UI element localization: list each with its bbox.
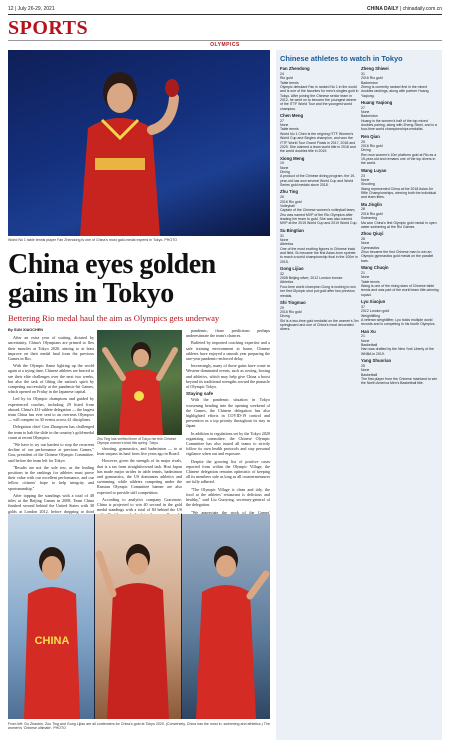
athlete-medals: None [361,177,370,182]
athlete-medals: None [361,368,370,373]
athlete-sport: Table tennis [361,279,380,284]
athlete-medals: 2016 Rio gold [361,144,383,148]
athlete-age: 21 [361,270,365,275]
athlete-age: 37 [361,304,365,309]
athlete-entry [361,300,440,327]
athlete-medals: None [280,237,289,242]
athlete-medals: 2016 Rio gold [280,310,302,315]
athlete-medals: 2016 Rio gold [361,211,383,216]
svg-text:CHINA: CHINA [34,635,70,647]
athlete-image [8,514,94,719]
athlete-age: 27 [361,105,365,110]
athlete-age: 27 [280,118,284,123]
athlete-sport: Diving [280,170,290,175]
athlete-bio: Han was drafted by the New York Liberty of the WNBA in 2019. [361,347,434,356]
athlete-age: 31 [280,233,284,238]
athlete-bio: Ma won China's first Olympic gold medal in open water swimming at the Rio Games. [361,220,437,229]
athlete-image [95,514,181,719]
athlete-name: Chen Meng [280,112,304,118]
athlete-age: 28 [361,237,365,242]
athlete-name: Fan Zhendong [280,66,310,71]
athlete-sport: Basketball [361,343,378,348]
paragraph: Led by its Olympic champions and guided by experienced coaches, including 29 listed from abroad, China's 431-athlete delegation — the largest team China has ever sent to an overseas Olympics — will compete in 30 events across 41 disciplines. [8,396,94,423]
athlete-name: Huang Yaqiong [361,99,393,105]
collage-panel-3 [182,514,270,719]
athlete-name: Han Xu [361,328,376,334]
article-headline: China eyes golden gains in Tokyo [8,249,216,309]
athlete-name: Zheng Shiwei [361,66,389,71]
paragraph: Despite the growing list of positive cases reported from within the Olympic Village, the Chinese delegation remains optimistic of keeping all its members safe as long as all countermeasures are fully adhered. [186,458,270,485]
athlete-entry [361,101,440,132]
paper-meta: CHINA DAILY | chinadaily.com.cn [366,6,442,12]
athlete-bio: Huang is the women's half of the top mixed doubles pairing, along with Zheng Siwei, and is a four-time world championships medalist. [361,118,437,132]
article-column-3 [186,328,270,515]
athlete-entry [280,229,359,264]
athlete-name: Lyu Xiaojun [361,299,386,304]
bottom-photo-collage [8,514,270,719]
athlete-entry [280,267,359,298]
athlete-name: Yang Shuorian [361,358,392,364]
athlete-bio: A veteran weightlifter, Lyu holds multiple world records and is competing in his fourth Olympics. [361,317,436,327]
athlete-bio: Captain of the Chinese women's volleyball team, Zhu was named MVP of the Rio Olympics after leading her team to gold. She was also named MVP at the 2015 World Cup and 2019 World Cup. [280,208,358,226]
athlete-medals: 2016 Rio gold [280,199,302,204]
athlete-age: 31 [361,71,365,76]
athlete-bio: Shi is a two-time gold medalist on the women's 3m springboard and one of China's most decorated divers. [280,318,359,332]
athlete-bio: A product of the Chinese diving program, the 19-year-old has won several World Cup and World Series gold medals since 2018. [280,174,356,188]
paragraph: "The Olympic Village is clean and tidy, the food at the athletes' restaurant is delicious and healthy," said Liu Guoyong, secretary-general of the delegation. [186,486,270,508]
table-tennis-player-image [60,58,178,236]
athlete-sport: Volleyball [280,203,295,208]
athlete-entry [361,169,440,200]
paper-name: CHINA DAILY [366,6,399,12]
athletes-sidebar [276,50,442,740]
athlete-medals: 2008 Beijing silver; 2012 London bronze [280,276,343,281]
athlete-age: 24 [280,71,284,76]
athlete-bio: Wang is one of the rising stars of Chinese table tennis and was part of the world team title-winning squad. [361,283,439,297]
athlete-medals: None [361,275,370,280]
main-photo [8,50,270,236]
collage-panel-1 [8,514,94,719]
athlete-medals: None [361,338,370,343]
athlete-entry [361,266,440,297]
athlete-name: Wang Chuqin [361,265,389,271]
athlete-name: Wang Luyao [361,167,387,173]
athlete-name: Shi Tingmao [280,299,306,305]
section-title: SPORTS [8,17,89,39]
article-column-1 [8,328,94,514]
section-label: OLYMPICS [210,42,240,48]
athlete-medals: None [280,123,289,128]
athlete-age: 29 [280,305,284,310]
athlete-medals: None [280,165,289,170]
athlete-medals: 2016 Rio gold [361,76,383,81]
athlete-sport: Athletics [280,242,294,247]
sidebar-column-1 [280,67,359,335]
volleyball-photo [97,330,182,435]
athlete-entry [361,330,440,357]
paragraph: pandemic, those predictions perhaps underestimate the team's chances. [186,328,270,339]
athlete-entry [361,135,440,166]
athlete-sport: Badminton [361,114,378,119]
athlete-sport: Table tennis [280,127,299,132]
athlete-sport: Diving [361,148,371,153]
athlete-name: Zhou Qiuyi [361,231,384,237]
paragraph: With the pandemic situation in Tokyo worsening heading into the opening weekend of the Games, the Chinese delegation has also highlighted efforts in COVID-19 control and prevention as a top priority throughout its stay in Japan. [186,397,270,429]
athlete-entry [361,359,440,386]
athlete-sport: Swimming [361,216,378,221]
paragraph: According to analytics company Gracenote, China is projected to win 40 second in the gold medal standings with a total of 84 behind the US [97,496,182,513]
athlete-age: 26 [280,195,284,200]
paragraph: "We have to try our hardest to stop the recurrent decline of our performance at previous Games," Gou, president of the Chinese Olympic Committee, said before the team left for Tokyo. [8,442,94,463]
athlete-bio: Olympic debutant Fan is ranked No 1 in the world and is one of the favorites for men's singles gold in Tokyo. After joining the Chinese senior team in 2012, he went on to become the youngest winner of the ITTF World Tour and the youngest world champion. [280,84,359,111]
athlete-entry [361,67,440,98]
paragraph: With the Olympic flame lighting up the world again at a trying time, Chinese athletes are braced to see their elite challenges over the next two weeks, but also the task of lifting the nation's spirit by competing successfully at the pandemic-hit Games, which opened on Friday in the Japanese capital. [8,363,94,395]
athlete-sport: Basketball [361,372,378,377]
athlete-medals: None [361,241,370,246]
athlete-sport: Weightlifting [361,313,381,318]
athlete-age: 25 [361,139,365,144]
athlete-name: Xiong Meng [280,155,305,161]
paragraph: In addition to regulations set by the Tokyo 2020 organizing committee, the Chinese Olympic Committee has also issued all teams to strictly follow its own health protocols and stay personal vigilance when out and exposure. [186,430,270,457]
paragraph: Increasingly, many of those gains have come in Western-dominated events, such as rowing, boxing and athletics, which may help give China a boost beyond its traditional strengths toward the pinnacle of Olympic Tokyo. [186,363,270,390]
athlete-entry [361,232,440,263]
athlete-bio: Four-time world champion Gong is looking to win her first Olympic shot put gold after two previous medals. [280,284,356,298]
athlete-medals: Rio gold [280,76,293,81]
athlete-entry [280,190,359,225]
page-meta: 12 | July 26-29, 2021 [8,6,55,12]
athlete-bio: One of the most exciting figures in Chinese track and field, Su became the first Asian-born sprinter to reach a world championship final in the 100m in 2015. [280,246,358,264]
athlete-bio: Ren won women's 10m platform gold at Rio as a 15-year-old and remains one of the top divers in the world. [361,152,437,166]
athlete-age: 21 [361,334,365,339]
athlete-entry [280,157,359,188]
volleyball-player-image [97,330,182,435]
athlete-medals: 2012 London gold [361,309,390,314]
paragraph: After topping the standings with a total of 48 titles at the Beijing Games in 2008, Team China finished second behind the United States with 38 golds at London 2012, before dropping to third [8,492,94,514]
page-number: 12 [8,6,14,12]
athlete-entry [361,203,440,230]
sidebar-title: Chinese athletes to watch in Tokyo [280,54,403,63]
paragraph: shooting, gymnastics, and badminton — to at least surpass its haul from five years ago in Brazil. [97,446,182,457]
athlete-age: 32 [280,271,284,276]
paragraph: "We appreciate the work of the Games' [191,509,270,515]
athlete-sport: Diving [280,314,290,319]
sidebar-column-2 [361,67,440,389]
athlete-age: 28 [361,207,365,212]
athlete-sport: Table tennis [280,80,299,85]
collage-panel-2 [95,514,181,719]
volleyball-photo-caption: Zhu Ting has verified three of Tokyo her this Chinese Olympic women's lead this spring. Tokyo. [97,437,177,445]
athlete-age: 19 [280,161,284,166]
paragraph: Delegation chief Gou Zhongwen has challenged the team to halt the slide in the country's gold-medal count at recent Olympics. [8,424,94,440]
section-divider [8,40,442,41]
athlete-bio: Zheng is currently ranked first in the mixed doubles rankings, along with partner Huang Yaqiong. [361,84,429,98]
website: chinadaily.com.cn [402,6,442,12]
athlete-sport: Athletics [280,280,294,285]
athlete-name: Ma Jinglin [361,201,383,207]
athlete-bio: World No 1 Chen is the reigning ITTF Women's World Cup and Singles champion, and won the ITTF World Tour Grand Finals in 2017, 2018 and 2020. She claimed a team world title in 2018 and the world doubles title in 2019. [280,131,356,154]
article-column-2b [97,446,182,513]
athlete-name: Su Bingtian [280,227,304,233]
issue-date: July 26-29, 2021 [17,6,55,12]
main-photo-caption: World No 1 table tennis player Fan Zhendong is one of China's most gold-medal experts in Tokyo. PHOTO [8,238,178,242]
athlete-name: Zhu Ting [280,189,299,195]
athlete-entry [280,114,359,154]
athlete-age: 25 [361,363,365,368]
athlete-name: Gong Lijiao [280,265,304,271]
bottom-photo-caption: From left: Gu Zhaobin, Zou Ting and Gong Lijiao are all contenders for China's gold at Tokyo 2020. (Conversely, China has the most in, swimming and athletics.) The women's 'Chinese ultimate'. PHOTO [8,722,270,731]
byline: By SUN XIAOCHEN [8,328,44,332]
athlete-bio: Zhou became the first Chinese man to win an Olympic gymnastics gold medal on the parallel bars. [361,250,434,263]
athlete-sport: Badminton [361,80,378,85]
athlete-age: 23 [361,173,365,178]
paragraph: However, given the strength of its major rivals, that is a tax from straightforward task. Host Japan has made major strides in table tennis, badminton and gymnastics, the US dominates athletics and swimming, while athletes competing under the Russian Olympic Committee banner are also expected to provide stiff competition. [97,458,182,495]
athlete-image [182,514,270,719]
article-subhead: Bettering Rio medal haul the aim as Olympics gets underway [8,313,220,323]
athlete-bio: The first player from the Chinese mainland to win the North America Men's Basketball title. [361,377,438,386]
paragraph: After an extra year of waiting, dictated by uncertainty, China's Olympians are primed to flex their muscles at Tokyo 2020, aiming to at least improve on their medal haul from the previous Games in Rio. [8,335,94,362]
paragraph: "Results are not the sole test, as the leading positions in the rankings for athletes must prove their value with our excellent performance, and our fellow citizens' hope to help integrity and sportsmanship." [8,464,94,491]
athlete-sport: Shooting [361,182,375,187]
paragraph: Buffeted by imported coaching expertise and a safe training environment at home, Chinese athletes have enjoyed a smooth year preparing the one-year pandemic-enforced delay. [186,340,270,362]
article-subheading: Staying safe [186,391,214,397]
athlete-entry [280,67,359,111]
athlete-bio: Wang represented China at the 2018 Asian Air Rifle Championships, winning both the individual and team titles. [361,186,437,200]
athlete-entry [280,301,359,332]
athlete-name: Ren Qian [361,133,380,139]
athlete-sport: Gymnastics [361,245,380,250]
header-rule [8,14,442,15]
athlete-medals: None [361,110,370,115]
page-header [8,5,442,13]
